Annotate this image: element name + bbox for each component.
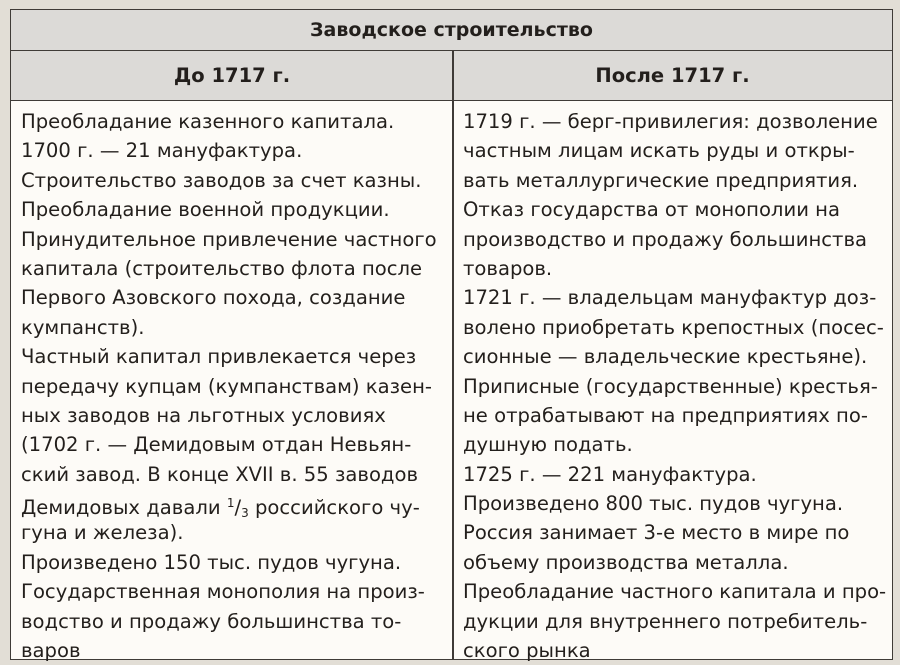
text-line: передачу купцам (кумпанствам) казен- xyxy=(21,374,432,398)
header-after-1717: После 1717 г. xyxy=(595,64,750,87)
text-line: Принудительное привлечение частного xyxy=(21,227,437,251)
text-line: Частный капитал привлекается через xyxy=(21,345,417,369)
text-line: товаров. xyxy=(463,256,553,280)
text-line: Первого Азовского похода, создание xyxy=(21,286,406,310)
column-divider xyxy=(452,51,454,659)
text-line: водство и продажу большинства то- xyxy=(21,609,402,633)
comparison-table xyxy=(10,9,893,663)
text-line: ский завод. В конце XVII в. 55 заводов xyxy=(21,462,419,486)
text-line: 1700 г. — 21 мануфактура. xyxy=(21,139,303,163)
text-line: производство и продажу большинства xyxy=(463,227,868,251)
text-line: Приписные (государственные) крестья- xyxy=(463,374,878,398)
fraction-one-third: $^1/_3$ xyxy=(226,496,249,521)
text-line: кумпанств). xyxy=(21,315,145,339)
text-line: вать металлургические предприятия. xyxy=(463,168,859,192)
text-line: ского рынка xyxy=(463,639,591,663)
text-line: Преобладание частного капитала и про- xyxy=(463,580,887,604)
text-line: варов xyxy=(21,639,81,663)
text-line: Строительство заводов за счет казны. xyxy=(21,168,422,192)
text-line: частным лицам искать руды и откры- xyxy=(463,139,855,163)
fraction-numerator: 1 xyxy=(226,496,235,511)
text-line: 1725 г. — 221 мануфактура. xyxy=(463,462,757,486)
text-line: 1721 г. — владельцам мануфактур доз- xyxy=(463,286,877,310)
text-line: Государственная монополия на произ- xyxy=(21,580,425,604)
text-line: гуна и железа). xyxy=(21,521,184,545)
text-line: Отказ государства от монополии на xyxy=(463,198,840,222)
table-title: Заводское строительство xyxy=(11,10,892,51)
text-line-with-fraction xyxy=(21,489,437,521)
text-line: объему производства металла. xyxy=(463,550,789,574)
text-line: сионные — владельческие крестьяне). xyxy=(463,345,868,369)
text-line: Преобладание военной продукции. xyxy=(21,198,390,222)
text-line: 1719 г. — берг-привилегия: дозволение xyxy=(463,110,878,133)
text-line: Преобладание казенного капитала. xyxy=(21,110,395,133)
text-line: волено приобретать крепостных (посес- xyxy=(463,315,884,339)
text-line: ных заводов на льготных условиях xyxy=(21,403,386,427)
text-line: капитала (строительство флота после xyxy=(21,256,423,280)
header-before-1717: До 1717 г. xyxy=(173,64,291,87)
text-fragment: российского чу- xyxy=(254,496,420,520)
fraction-denominator: 3 xyxy=(241,506,249,521)
text-line: Россия занимает 3-е место в мире по xyxy=(463,521,850,545)
text-line: дукции для внутреннего потребитель- xyxy=(463,609,868,633)
column-after-1717 xyxy=(463,107,886,665)
text-line: не отрабатывают на предприятиях по- xyxy=(463,403,868,427)
text-fragment: Демидовых давали xyxy=(21,496,221,520)
text-line: (1702 г. — Демидовым отдан Невьян- xyxy=(21,433,412,457)
text-line: Произведено 800 тыс. пудов чугуна. xyxy=(463,492,844,516)
column-before-1717 xyxy=(21,107,437,665)
text-line: душную подать. xyxy=(463,433,633,457)
text-line: Произведено 150 тыс. пудов чугуна. xyxy=(21,550,402,574)
